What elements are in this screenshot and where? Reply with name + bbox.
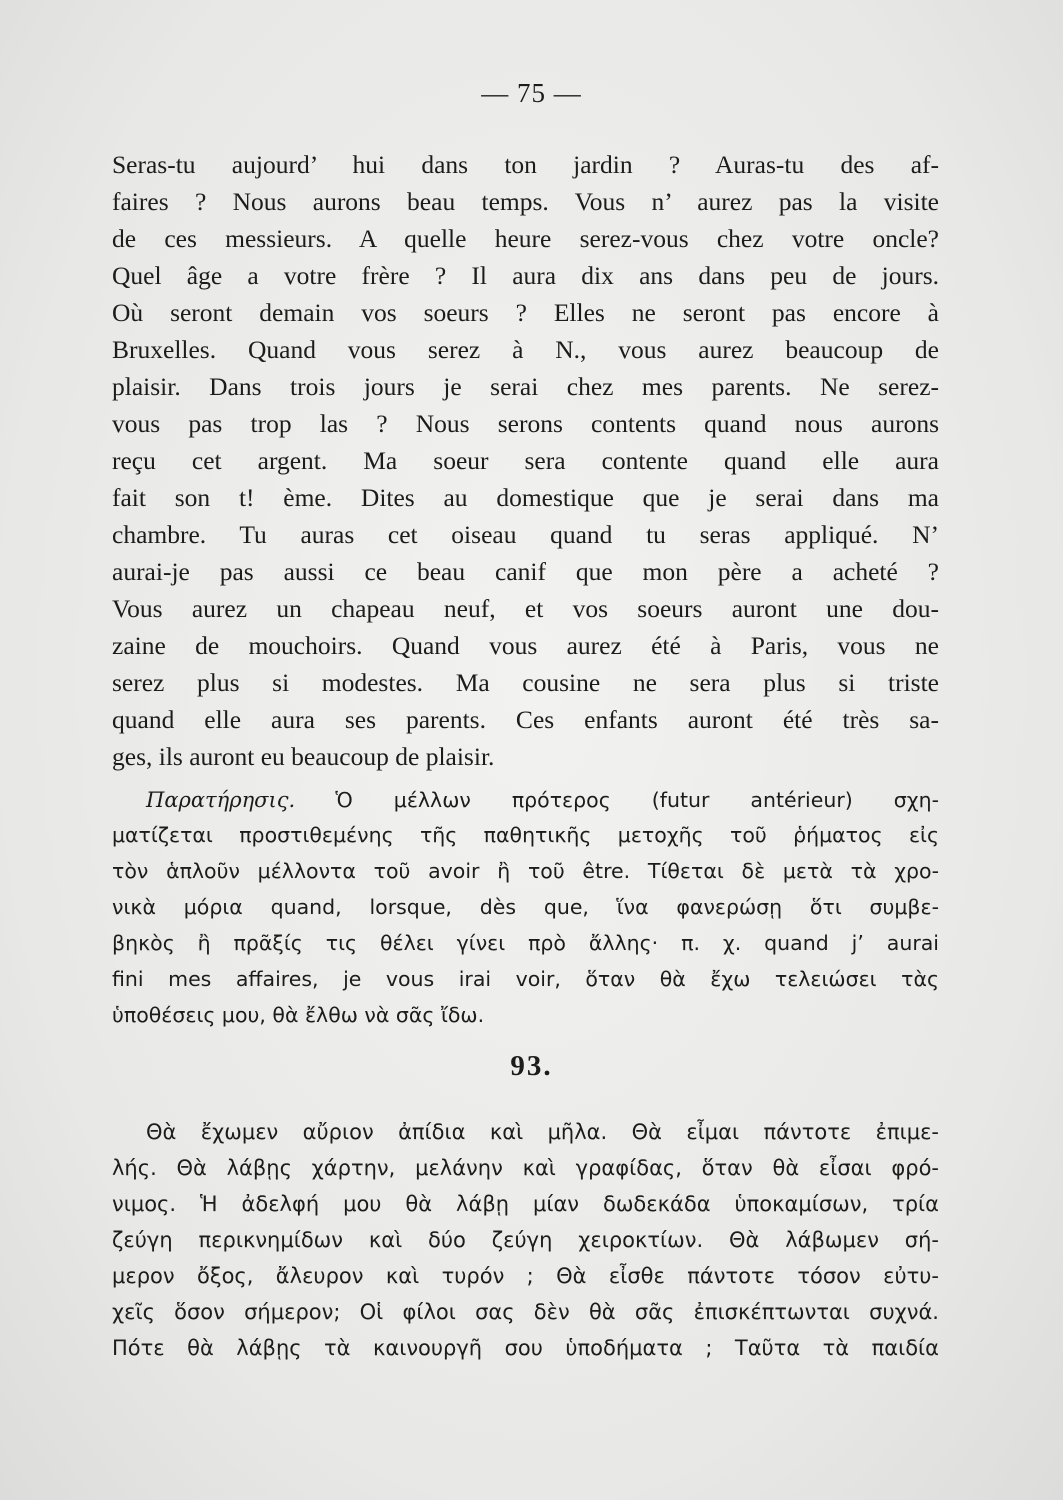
paragraph-line: vous pas trop las ? Nous serons contents quand nous aurons [112, 409, 939, 438]
paragraph-line: Quel âge a votre frère ? Il aura dix ans dans peu de jours. [112, 261, 939, 290]
paragraph-line: Où seront demain vos soeurs ? Elles ne seront pas encore à [112, 298, 939, 327]
exercise-line: Πότε θὰ λάβῃς τὰ καινουργῆ σου ὑποδήματα ; Ταῦτα τὰ παιδία [112, 1336, 939, 1360]
page-number: — 75 — [481, 78, 582, 108]
exercise-line: νιμος. Ἡ ἀδελφή μου θὰ λάβῃ μίαν δωδεκάδα ὑποκαμίσων, τρία [112, 1192, 939, 1216]
exercise-line: Θὰ ἔχωμεν αὔριον ἀπίδια καὶ μῆλα. Θὰ εἶμαι πάντοτε ἐπιμε- [146, 1120, 939, 1144]
remark-label: Παρατήρησις. [146, 788, 296, 812]
remark-line: fini mes affaires, je vous irai voir, ὅταν θὰ ἔχω τελειώσει τὰς [112, 967, 939, 991]
exercise-line: χεῖς ὅσον σήμερον; Οἱ φίλοι σας δὲν θὰ σᾶς ἐπισκέπτωνται συχνά. [112, 1300, 939, 1324]
paragraph-line: serez plus si modestes. Ma cousine ne sera plus si triste [112, 668, 939, 697]
remark-line: τὸν ἁπλοῦν μέλλοντα τοῦ avoir ἢ τοῦ être. Τίθεται δὲ μετὰ τὰ χρο- [112, 859, 939, 883]
exercise-line: ζεύγη περικνημίδων καὶ δύο ζεύγη χειροκτίων. Θὰ λάβωμεν σή- [112, 1228, 939, 1252]
paragraph-line: aurai-je pas aussi ce beau canif que mon père a acheté ? [112, 557, 939, 586]
remark-line: βηκὸς ἢ πρᾶξίς τις θέλει γίνει πρὸ ἄλλης· π. χ. quand j’ aurai [112, 931, 939, 955]
paragraph-line: de ces messieurs. A quelle heure serez-vous chez votre oncle? [112, 224, 939, 253]
remark-line: ὑποθέσεις μου, θὰ ἔλθω νὰ σᾶς ἴδω. [112, 1003, 485, 1027]
remark-line: ματίζεται προστιθεμένης τῆς παθητικῆς μετοχῆς τοῦ ῥήματος εἰς [112, 823, 939, 847]
exercise-line: λής. Θὰ λάβῃς χάρτην, μελάνην καὶ γραφίδας, ὅταν θὰ εἶσαι φρό- [112, 1156, 939, 1180]
remark-line-text: Ὁ μέλλων πρότερος (futur antérieur) σχη- [335, 788, 939, 812]
exercise-line: μερον ὄξος, ἄλευρον καὶ τυρόν ; Θὰ εἶσθε πάντοτε τόσον εὐτυ- [112, 1264, 939, 1288]
paragraph-line: Bruxelles. Quand vous serez à N., vous aurez beaucoup de [112, 335, 939, 364]
paragraph-line: zaine de mouchoirs. Quand vous aurez été à Paris, vous ne [112, 631, 939, 660]
paragraph-line: plaisir. Dans trois jours je serai chez mes parents. Ne serez- [112, 372, 939, 401]
paragraph-line: quand elle aura ses parents. Ces enfants auront été très sa- [112, 705, 939, 734]
remark-first-line [146, 782, 939, 817]
paragraph-line: Seras-tu aujourd’ hui dans ton jardin ? Auras-tu des af- [112, 150, 939, 179]
paragraph-line: chambre. Tu auras cet oiseau quand tu seras appliqué. N’ [112, 520, 939, 549]
section-number: 93. [510, 1050, 553, 1082]
paragraph-line: fait son t! ème. Dites au domestique que je serai dans ma [112, 483, 939, 512]
paragraph-line: faires ? Nous aurons beau temps. Vous n’ aurez pas la visite [112, 187, 939, 216]
remark-line: νικὰ μόρια quand, lorsque, dès que, ἵνα φανερώσῃ ὅτι συμβε- [112, 895, 939, 919]
paragraph-line: reçu cet argent. Ma soeur sera contente quand elle aura [112, 446, 939, 475]
paragraph-line: ges, ils auront eu beaucoup de plaisir. [112, 742, 495, 771]
paragraph-line: Vous aurez un chapeau neuf, et vos soeurs auront une dou- [112, 594, 939, 623]
